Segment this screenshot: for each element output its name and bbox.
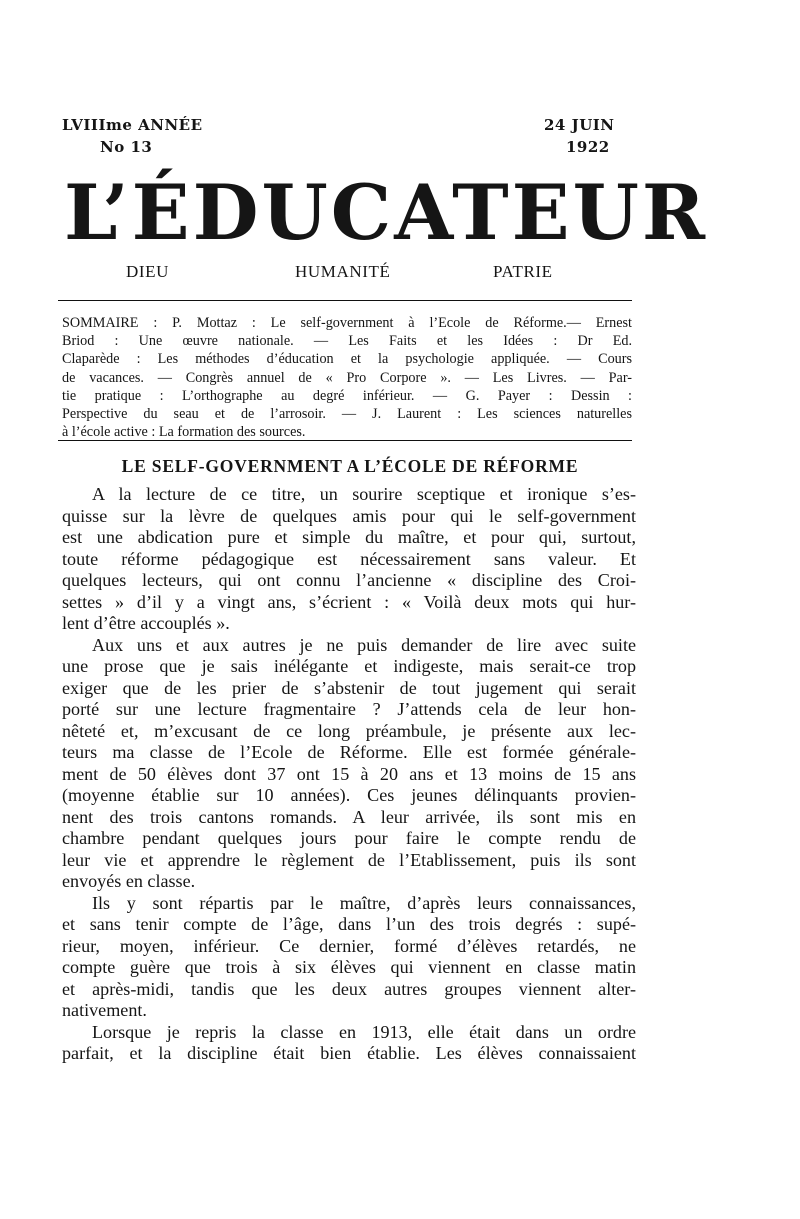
summary-line: SOMMAIRE : P. Mottaz : Le self-government à l’Ecole de Réforme.— Ernest xyxy=(62,315,632,331)
article-line: Ils y sont répartis par le maître, d’après leurs connaissances, xyxy=(92,892,636,913)
article-line: quisse sur la lèvre de quelques amis pour qui le self-government xyxy=(62,505,636,526)
motto-dieu: DIEU xyxy=(126,262,169,281)
article-line: ment de 50 élèves dont 37 ont 15 à 20 ans et 13 moins de 15 ans xyxy=(62,763,636,784)
article-line: lent d’être accouplés ». xyxy=(62,613,230,633)
article-line: rieur, moyen, inférieur. Ce dernier, formé d’élèves retardés, ne xyxy=(62,935,636,956)
article-line: (moyenne établie sur 10 années). Ces jeunes délinquants provien- xyxy=(62,785,636,805)
journal-title: L’ÉDUCATEUR xyxy=(64,168,709,257)
issue-date-year: 1922 xyxy=(566,138,610,156)
article-line: leur vie et apprendre le règlement de l’Etablissement, puis ils sont xyxy=(62,849,636,870)
summary-line: à l’école active : La formation des sources. xyxy=(62,424,306,441)
article-line: compte guère que trois à six élèves qui viennent en classe matin xyxy=(62,957,636,977)
divider-top xyxy=(58,300,632,301)
article-line: A la lecture de ce titre, un sourire sceptique et ironique s’es- xyxy=(92,484,636,504)
article-line: et sans tenir compte de l’âge, dans l’un des trois degrés : supé- xyxy=(62,914,636,934)
article-line: exiger que de les prier de s’abstenir de tout jugement qui serait xyxy=(62,677,636,698)
article-line: teurs ma classe de l’Ecole de Réforme. Elle est formée générale- xyxy=(62,742,636,762)
summary-line: Briod : Une œuvre nationale. — Les Faits et les Idées : Dr Ed. xyxy=(62,333,632,350)
article-line: Lorsque je repris la classe en 1913, elle était dans un ordre xyxy=(92,1021,636,1042)
article-line: chambre pendant quelques jours pour faire le compte rendu de xyxy=(62,828,636,848)
divider-bottom xyxy=(58,440,632,441)
article-body xyxy=(62,484,636,1065)
article-line: settes » d’il y a vingt ans, s’écrient : « Voilà deux mots qui hur- xyxy=(62,591,636,612)
volume-label: LVIIIme ANNÉE xyxy=(62,116,203,134)
article-line: parfait, et la discipline était bien établie. Les élèves connaissaient xyxy=(62,1043,636,1063)
article-line: Aux uns et aux autres je ne puis demander de lire avec suite xyxy=(92,634,636,655)
table-of-contents xyxy=(62,314,632,441)
article-title: LE SELF-GOVERNMENT A L’ÉCOLE DE RÉFORME xyxy=(121,456,579,476)
summary-line: tie pratique : L’orthographe au degré inférieur. — G. Payer : Dessin : xyxy=(62,387,632,404)
article-line: porté sur une lecture fragmentaire ? J’attends cela de leur hon- xyxy=(62,699,636,719)
motto-patrie: PATRIE xyxy=(493,262,553,281)
article-line: et après-midi, tandis que les deux autres groupes viennent alter- xyxy=(62,978,636,999)
article-line: toute réforme pédagogique est nécessairement sans valeur. Et xyxy=(62,548,636,569)
summary-line: Perspective du seau et de l’arrosoir. — J. Laurent : Les sciences naturelles xyxy=(62,406,632,423)
article-line: quelques lecteurs, qui ont connu l’ancienne « discipline des Croi- xyxy=(62,570,636,590)
summary-line: Claparède : Les méthodes d’éducation et la psychologie appliquée. — Cours xyxy=(62,351,632,368)
article-line: nent des trois cantons romands. A leur arrivée, ils sont mis en xyxy=(62,806,636,827)
issue-number: No 13 xyxy=(100,138,153,156)
issue-date-day: 24 JUIN xyxy=(544,116,615,134)
summary-line: de vacances. — Congrès annuel de « Pro Corpore ». — Les Livres. — Par- xyxy=(62,369,632,386)
article-line: nativement. xyxy=(62,1000,147,1020)
motto-humanite: HUMANITÉ xyxy=(295,262,391,281)
article-line: est une abdication pure et simple du maître, et pour qui, surtout, xyxy=(62,527,636,547)
article-line: nêteté et, m’excusant de ce long préambule, je présente aux lec- xyxy=(62,720,636,741)
article-line: une prose que je sais inélégante et indigeste, mais serait-ce trop xyxy=(62,656,636,676)
article-line: envoyés en classe. xyxy=(62,871,196,891)
